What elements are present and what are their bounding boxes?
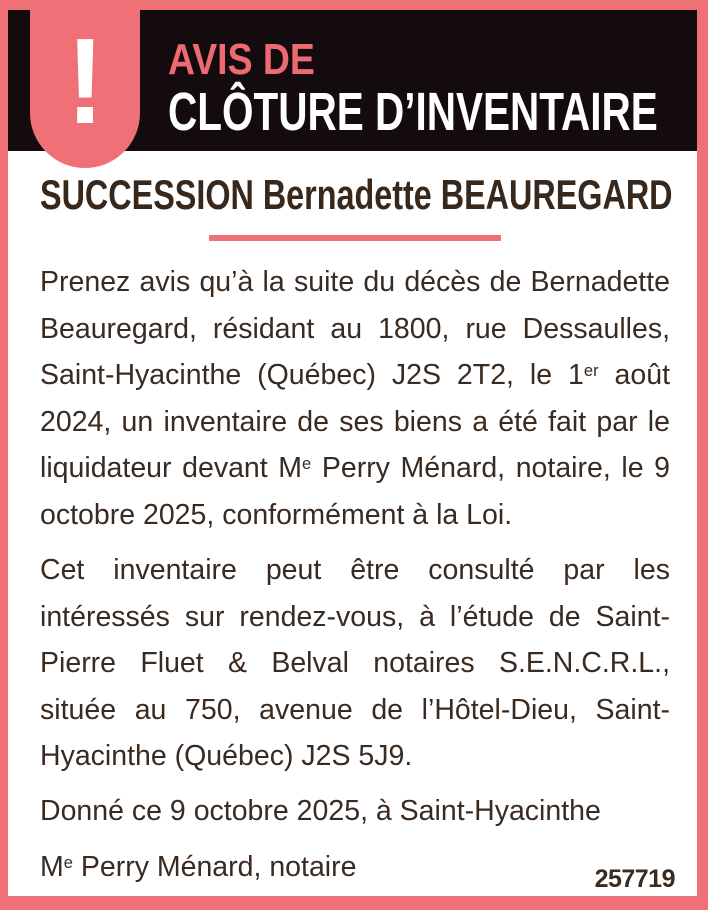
signature-text: M [40,851,64,884]
double-rule-divider [209,235,501,241]
succession-heading-text: SUCCESSION Bernadette BEAUREGARD [40,171,673,218]
notice-body [8,151,697,896]
paragraph-1-text: Prenez avis qu’à la suite du décès de Bernadette Beauregard, résidant au 1800, rue Dessaulles, Saint-Hyacinthe (Québec) J2S 2T2, le 1 [40,266,670,392]
paragraph-given-line: Donné ce 9 octobre 2025, à Saint-Hyacinthe [40,794,601,827]
notice-header-text [168,35,687,142]
paragraph-1-text: Perry Ménard, notaire, le 9 octobre 2025, conformément à la Loi. [40,452,671,531]
paragraph-1-text: août 2024, un inventaire de ses biens a été fait par le liquidateur devant M [40,359,670,485]
alert-badge [30,0,140,168]
superscript-e: e [302,454,312,474]
signature-text: Perry Ménard, notaire [72,851,357,884]
succession-heading [40,171,673,219]
paragraph-consultation: Cet inventaire peut être consulté par les intéressés sur rendez-vous, à l’étude de Saint-Pierre Fluet & Belval notaires S.E.N.C.R.L., située au 750, avenue de l’Hôtel-Dieu, Saint-Hyacinthe (Québec) J2S 5J9. [40,554,670,773]
superscript-e: e [63,853,73,873]
superscript-er: er [583,361,599,381]
header-kicker: AVIS DE [168,35,315,84]
header-title: CLÔTURE D’INVENTAIRE [168,82,658,142]
reference-number: 257719 [594,865,675,893]
signature-line [40,844,670,891]
exclamation-icon: ! [66,13,104,149]
paragraph-inventory-notice [40,259,670,538]
